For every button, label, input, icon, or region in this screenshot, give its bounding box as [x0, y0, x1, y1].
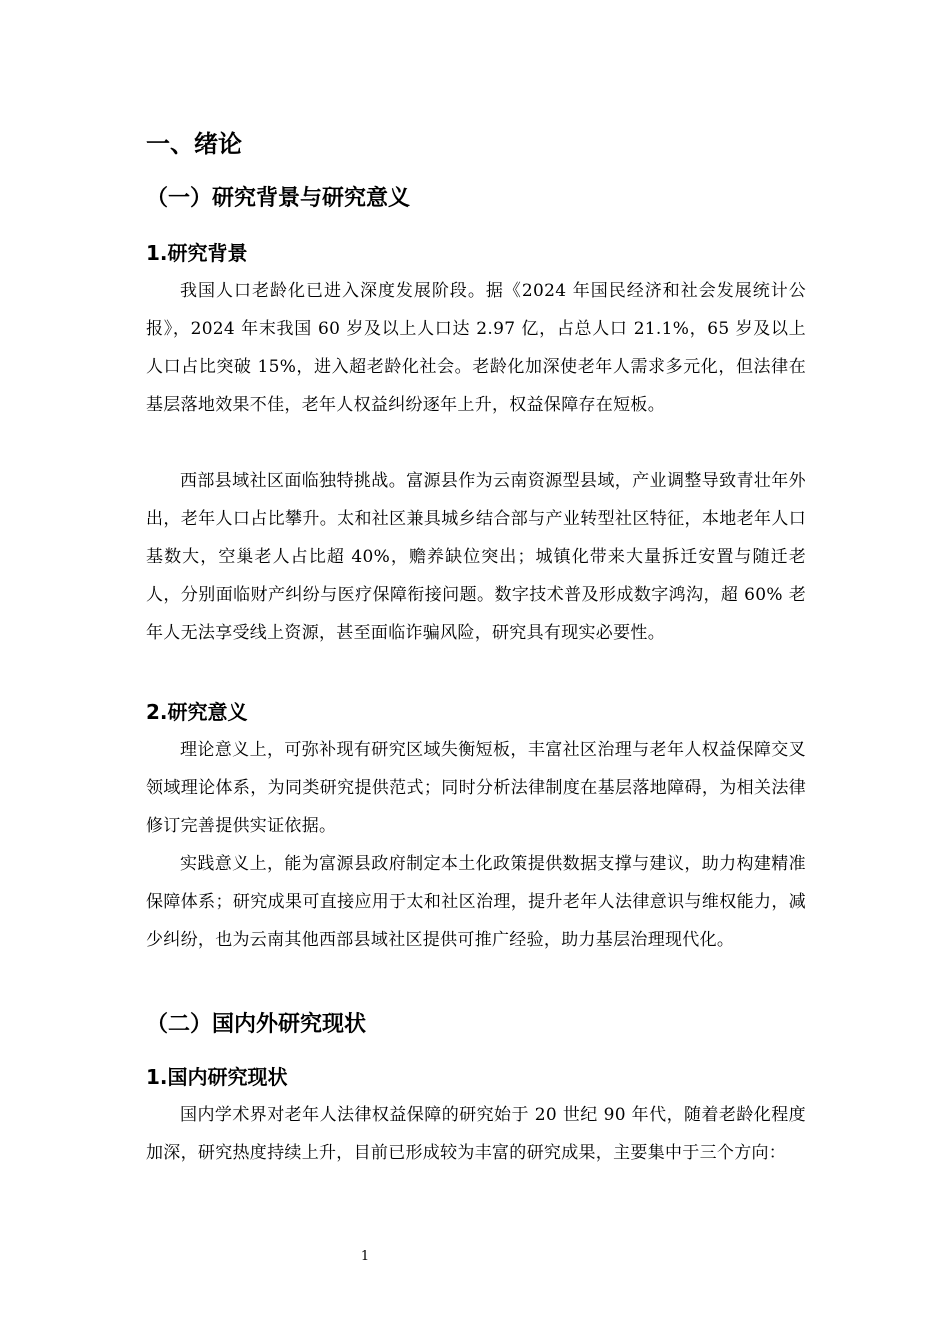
section-heading-research-status: （二）国内外研究现状 — [146, 1012, 367, 1037]
page-number: 1 — [360, 1249, 370, 1264]
subsection-heading-domestic-research: 1.国内研究现状 — [146, 1065, 288, 1089]
section-heading-research-background-significance: （一）研究背景与研究意义 — [146, 186, 411, 211]
chapter-heading: 一、绪论 — [146, 130, 242, 158]
paragraph-significance-theoretical: 理论意义上，可弥补现有研究区域失衡短板，丰富社区治理与老年人权益保障交叉领域理论体系，为同类研究提供范式；同时分析法律制度在基层落地障碍，为相关法律修订完善提供实证依据。 — [146, 740, 806, 836]
paragraph-significance-practical: 实践意义上，能为富源县政府制定本土化政策提供数据支撑与建议，助力构建精准保障体系；研究成果可直接应用于太和社区治理，提升老年人法律意识与维权能力，减少纠纷，也为云南其他西部县域社区提供可推广经验，助力基层治理现代化。 — [146, 854, 806, 950]
paragraph-background-western-county: 西部县域社区面临独特挑战。富源县作为云南资源型县域，产业调整导致青壮年外出，老年人口占比攀升。太和社区兼具城乡结合部与产业转型社区特征，本地老年人口基数大，空巢老人占比超 40%，赡养缺位突出；城镇化带来大量拆迁安置与随迁老人，分别面临财产纠纷与医疗保障衔接问题。数字技术普及形成数字鸿沟，超 60% 老年人无法享受线上资源，甚至面临诈骗风险，研究具有现实必要性。 — [146, 471, 806, 643]
subsection-heading-research-significance: 2.研究意义 — [146, 700, 248, 724]
paragraph-domestic-research: 国内学术界对老年人法律权益保障的研究始于 20 世纪 90 年代，随着老龄化程度加深，研究热度持续上升，目前已形成较为丰富的研究成果，主要集中于三个方向： — [146, 1105, 806, 1163]
subsection-heading-research-background: 1.研究背景 — [146, 241, 248, 265]
paragraph-background-aging: 我国人口老龄化已进入深度发展阶段。据《2024 年国民经济和社会发展统计公报》，2024 年末我国 60 岁及以上人口达 2.97 亿，占总人口 21.1%，65 岁及以上人口占比突破 15%，进入超老龄化社会。老龄化加深使老年人需求多元化，但法律在基层落地效果不佳，老年人权益纠纷逐年上升，权益保障存在短板。 — [146, 281, 806, 415]
